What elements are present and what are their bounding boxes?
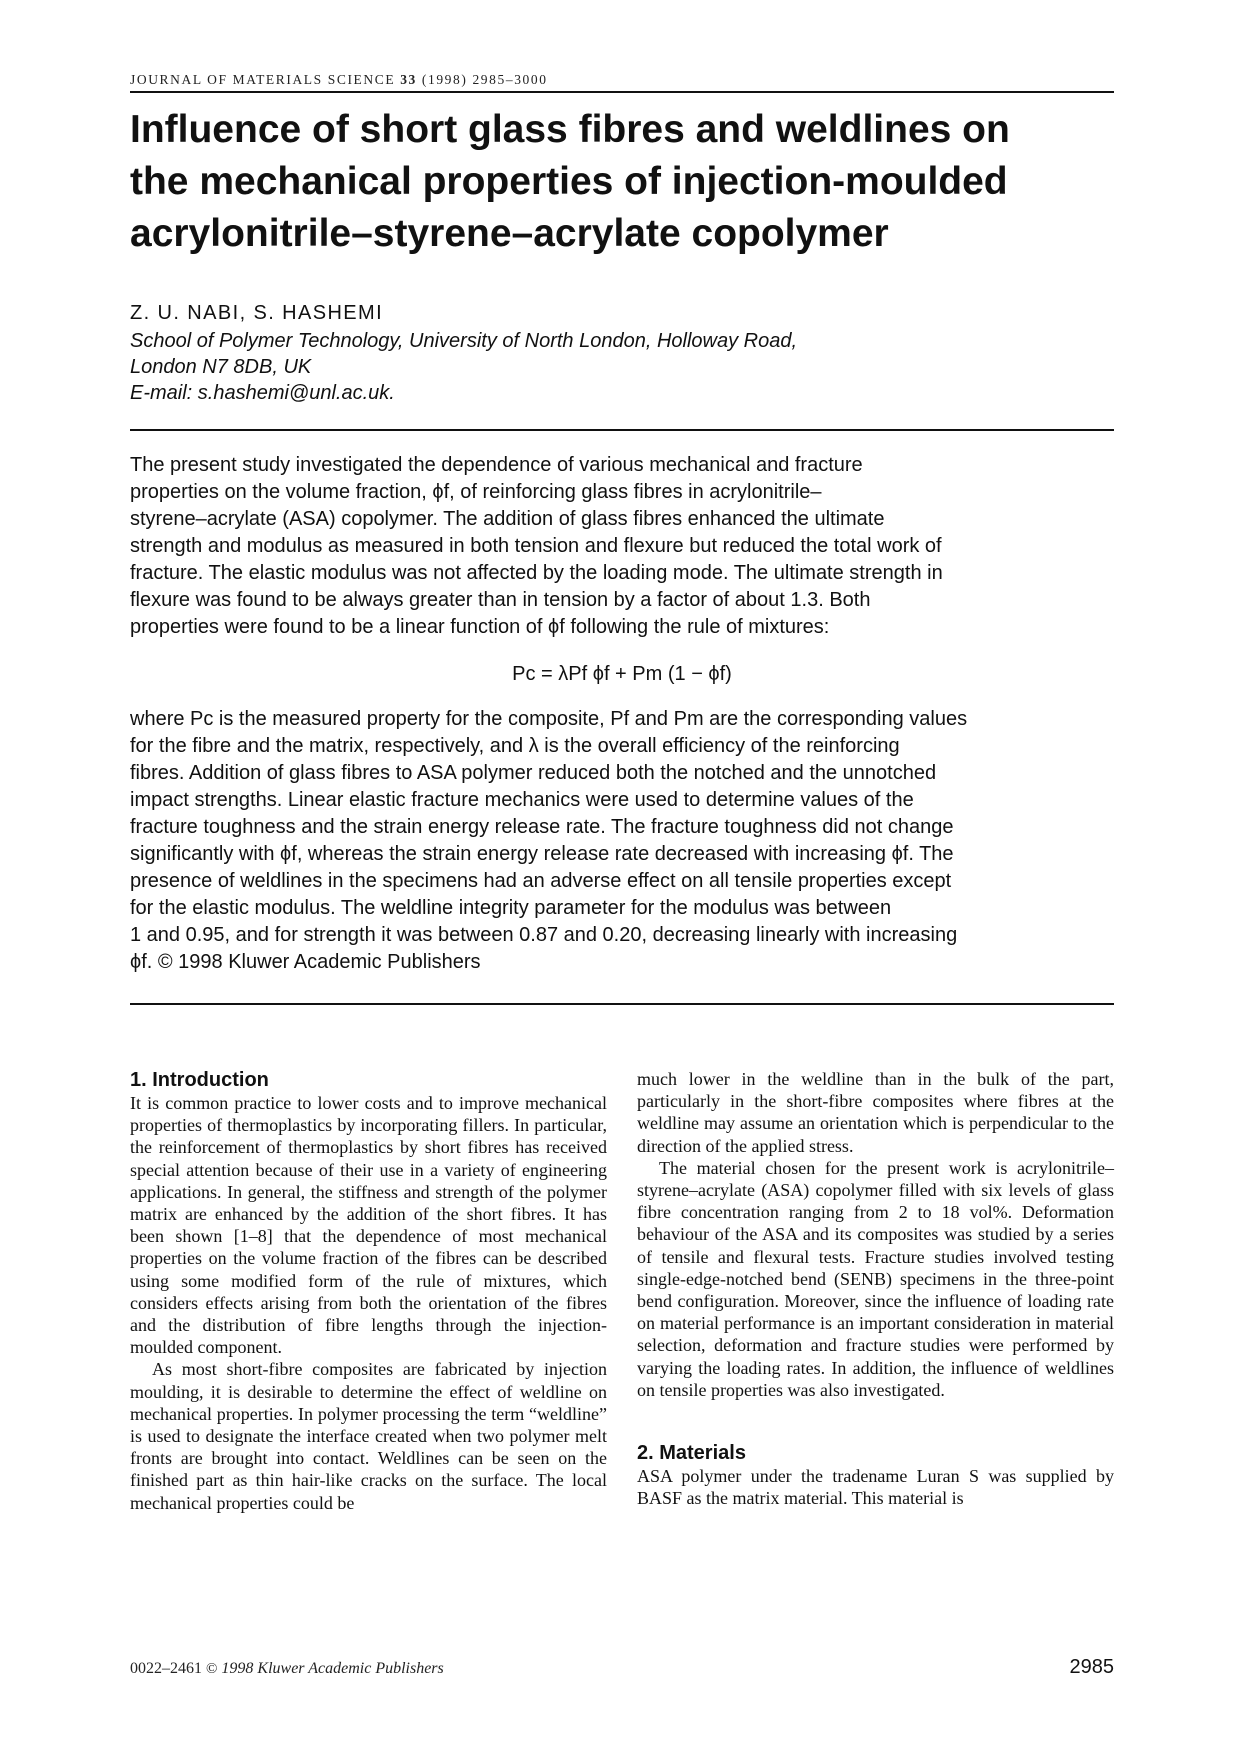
journal-volume: 33	[400, 72, 417, 87]
title-line: Influence of short glass fibres and weldlines on	[130, 108, 1010, 151]
abstract-line: styrene–acrylate (ASA) copolymer. The addition of glass fibres enhanced the ultimate	[130, 508, 885, 530]
right-paragraph-1: much lower in the weldline than in the bulk of the part, particularly in the short-fibre composites where fibres at the weldline may assume an orientation which is perpendicular to the direction of the applied stress.	[637, 1069, 1114, 1156]
journal-name: JOURNAL OF MATERIALS SCIENCE	[130, 72, 396, 87]
section-heading-introduction: 1. Introduction	[130, 1069, 269, 1091]
abstract-paragraph-1	[130, 452, 1114, 641]
abstract-line: fibres. Addition of glass fibres to ASA polymer reduced both the notched and the unnotched	[130, 762, 937, 784]
abstract-line: The present study investigated the dependence of various mechanical and fracture	[130, 454, 863, 476]
affiliation-line: School of Polymer Technology, University of North London, Holloway Road,	[130, 330, 798, 352]
abstract-top-rule	[130, 429, 1114, 431]
abstract-line: for the elastic modulus. The weldline integrity parameter for the modulus was between	[130, 897, 892, 919]
journal-year-pages: (1998) 2985–3000	[421, 72, 548, 87]
right-column	[637, 1068, 1114, 1509]
abstract-line: presence of weldlines in the specimens had an adverse effect on all tensile properties except	[130, 870, 952, 892]
abstract-paragraph-2	[130, 706, 1114, 976]
page-number: 2985	[1069, 1656, 1114, 1678]
abstract-line: ϕf. © 1998 Kluwer Academic Publishers	[130, 951, 481, 973]
title-line: the mechanical properties of injection-moulded	[130, 160, 1008, 203]
journal-header	[130, 72, 1114, 88]
abstract-line: strength and modulus as measured in both tension and flexure but reduced the total work of	[130, 535, 942, 557]
abstract-line: flexure was found to be always greater than in tension by a factor of about 1.3. Both	[130, 589, 871, 611]
abstract-line: fracture. The elastic modulus was not affected by the loading mode. The ultimate strength in	[130, 562, 943, 584]
email: E-mail: s.hashemi@unl.ac.uk.	[130, 382, 395, 404]
abstract-bottom-rule	[130, 1003, 1114, 1005]
right-paragraph-2: The material chosen for the present work is acrylonitrile–styrene–acrylate (ASA) copolymer filled with six levels of glass fibre concentration ranging from 2 to 18 vol%. Deformation behaviour of the ASA and its composites was studied by a series of tensile and flexural tests. Fracture studies involved testing single-edge-notched bend (SENB) specimens in the three-point bend configuration. Moreover, since the influence of loading rate on material performance is an important consideration in material selection, deformation and fracture studies were performed by varying the loading rates. In addition, the influence of weldlines on tensile properties was also investigated.	[637, 1157, 1114, 1400]
abstract-line: 1 and 0.95, and for strength it was between 0.87 and 0.20, decreasing linearly with increasing	[130, 924, 958, 946]
abstract-line: properties were found to be a linear function of ϕf following the rule of mixtures:	[130, 616, 830, 638]
footer-issn-copyright	[130, 1660, 444, 1678]
issn: 0022–2461	[130, 1660, 202, 1677]
header-rule	[130, 91, 1114, 93]
abstract-line: significantly with ϕf, whereas the strain energy release rate decreased with increasing ϕf. The	[130, 843, 954, 865]
copyright-icon: ©	[206, 1661, 218, 1677]
section-heading-materials: 2. Materials	[637, 1442, 746, 1465]
title-line: acrylonitrile–styrene–acrylate copolymer	[130, 212, 889, 255]
authors: Z. U. NABI, S. HASHEMI	[130, 302, 384, 324]
left-column	[130, 1068, 607, 1514]
publisher: 1998 Kluwer Academic Publishers	[221, 1660, 444, 1677]
affiliation	[130, 328, 1030, 406]
materials-paragraph-1: ASA polymer under the tradename Luran S was supplied by BASF as the matrix material. This material is	[637, 1466, 1114, 1509]
abstract-line: properties on the volume fraction, ϕf, of reinforcing glass fibres in acrylonitrile–	[130, 481, 822, 503]
intro-paragraph-2: As most short-fibre composites are fabricated by injection moulding, it is desirable to determine the effect of weldline on mechanical properties. In polymer processing the term “weldline” is used to designate the interface created when two polymer melt fronts are brought into contact. Weldlines can be seen on the finished part as thin hair-like cracks on the surface. The local mechanical properties could be	[130, 1359, 607, 1513]
abstract-line: impact strengths. Linear elastic fracture mechanics were used to determine values of the	[130, 789, 914, 811]
paper-title	[130, 104, 1114, 260]
rule-of-mixtures-equation: Pc = λPf ϕf + Pm (1 − ϕf)	[512, 663, 732, 685]
abstract-line: where Pc is the measured property for the composite, Pf and Pm are the corresponding values	[130, 708, 968, 730]
intro-paragraph-1: It is common practice to lower costs and to improve mechanical properties of thermoplastics by incorporating fillers. In particular, the reinforcement of thermoplastics by short fibres has received special attention because of their use in a variety of engineering applications. In general, the stiffness and strength of the polymer matrix are enhanced by the addition of the short fibres. It has been shown [1–8] that the dependence of most mechanical properties on the volume fraction of the fibres can be described using some modified form of the rule of mixtures, which considers effects arising from both the orientation of the fibres and the distribution of fibre lengths through the injection-moulded component.	[130, 1093, 607, 1358]
abstract-line: fracture toughness and the strain energy release rate. The fracture toughness did not change	[130, 816, 954, 838]
abstract-line: for the fibre and the matrix, respectively, and λ is the overall efficiency of the reinforcing	[130, 735, 900, 757]
affiliation-line: London N7 8DB, UK	[130, 356, 312, 378]
